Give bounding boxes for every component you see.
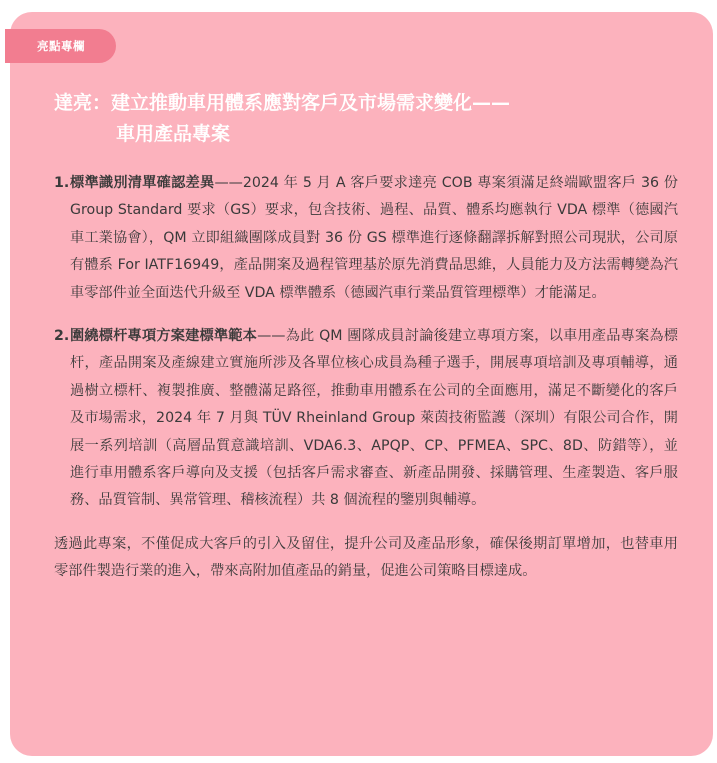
article-body: [54, 170, 678, 586]
list-item-text: [70, 323, 678, 515]
list-item-number: 2.: [54, 328, 70, 345]
article-title: [54, 88, 674, 150]
list-item-body: ——為此 QM 團隊成員討論後建立專項方案，以車用產品專案為標杆，產品開案及產線建立實施所涉及各單位核心成員為種子選手，開展專項培訓及專項輔導，通過樹立標杆、複製推廣、整體滿足路徑，推動車用體系在公司的全面應用，滿足不斷變化的客戶及市場需求，2024 年 7 月與 TÜV Rheinland Group 萊茵技術監護（深圳）有限公司合作，開展一系列培訓（高層品質意識培訓、VDA6.3、APQP、CP、PFMEA、SPC、8D、防錯等），並進行車用體系客戶導向及支援（包括客戶需求審查、新產品開發、採購管理、生產製造、客戶服務、品質管制、異常管理、稽核流程）共 8 個流程的鑒別與輔導。: [70, 328, 678, 509]
list-item-number: 1.: [54, 175, 70, 191]
list-item-heading: 圍繞標杆專項方案建標準範本: [70, 328, 258, 345]
title-line-1: 達亮：建立推動車用體系應對客戶及市場需求變化——: [54, 92, 511, 114]
list-item-text: [70, 170, 678, 307]
title-line-2: 車用產品專案: [116, 123, 231, 145]
list-item: [54, 170, 678, 307]
list-item: [54, 323, 678, 515]
list-item-body: ——2024 年 5 月 A 客戶要求達亮 COB 專案須滿足終端歐盟客戶 36 份 Group Standard 要求（GS）要求，包含技術、過程、品質、體系均應執行 VDA 標準（德國汽車工業協會），QM 立即組織團隊成員對 36 份 GS 標準進行逐條翻譯拆解對照公司現狀，公司原有體系 For IATF16949，產品開案及過程管理基於原先消費品思維，人員能力及方法需轉變為汽車零部件並全面迭代升級至 VDA 標準體系（德國汽車行業品質管理標準）才能滿足。: [70, 175, 678, 301]
section-tag: 亮點專欄: [5, 29, 116, 63]
conclusion-paragraph: 透過此專案，不僅促成大客戶的引入及留住，提升公司及產品形象，確保後期訂單增加，也替車用零部件製造行業的進入，帶來高附加值產品的銷量，促進公司策略目標達成。: [54, 535, 678, 580]
list-item-heading: 標準識別清單確認差異: [70, 175, 215, 191]
